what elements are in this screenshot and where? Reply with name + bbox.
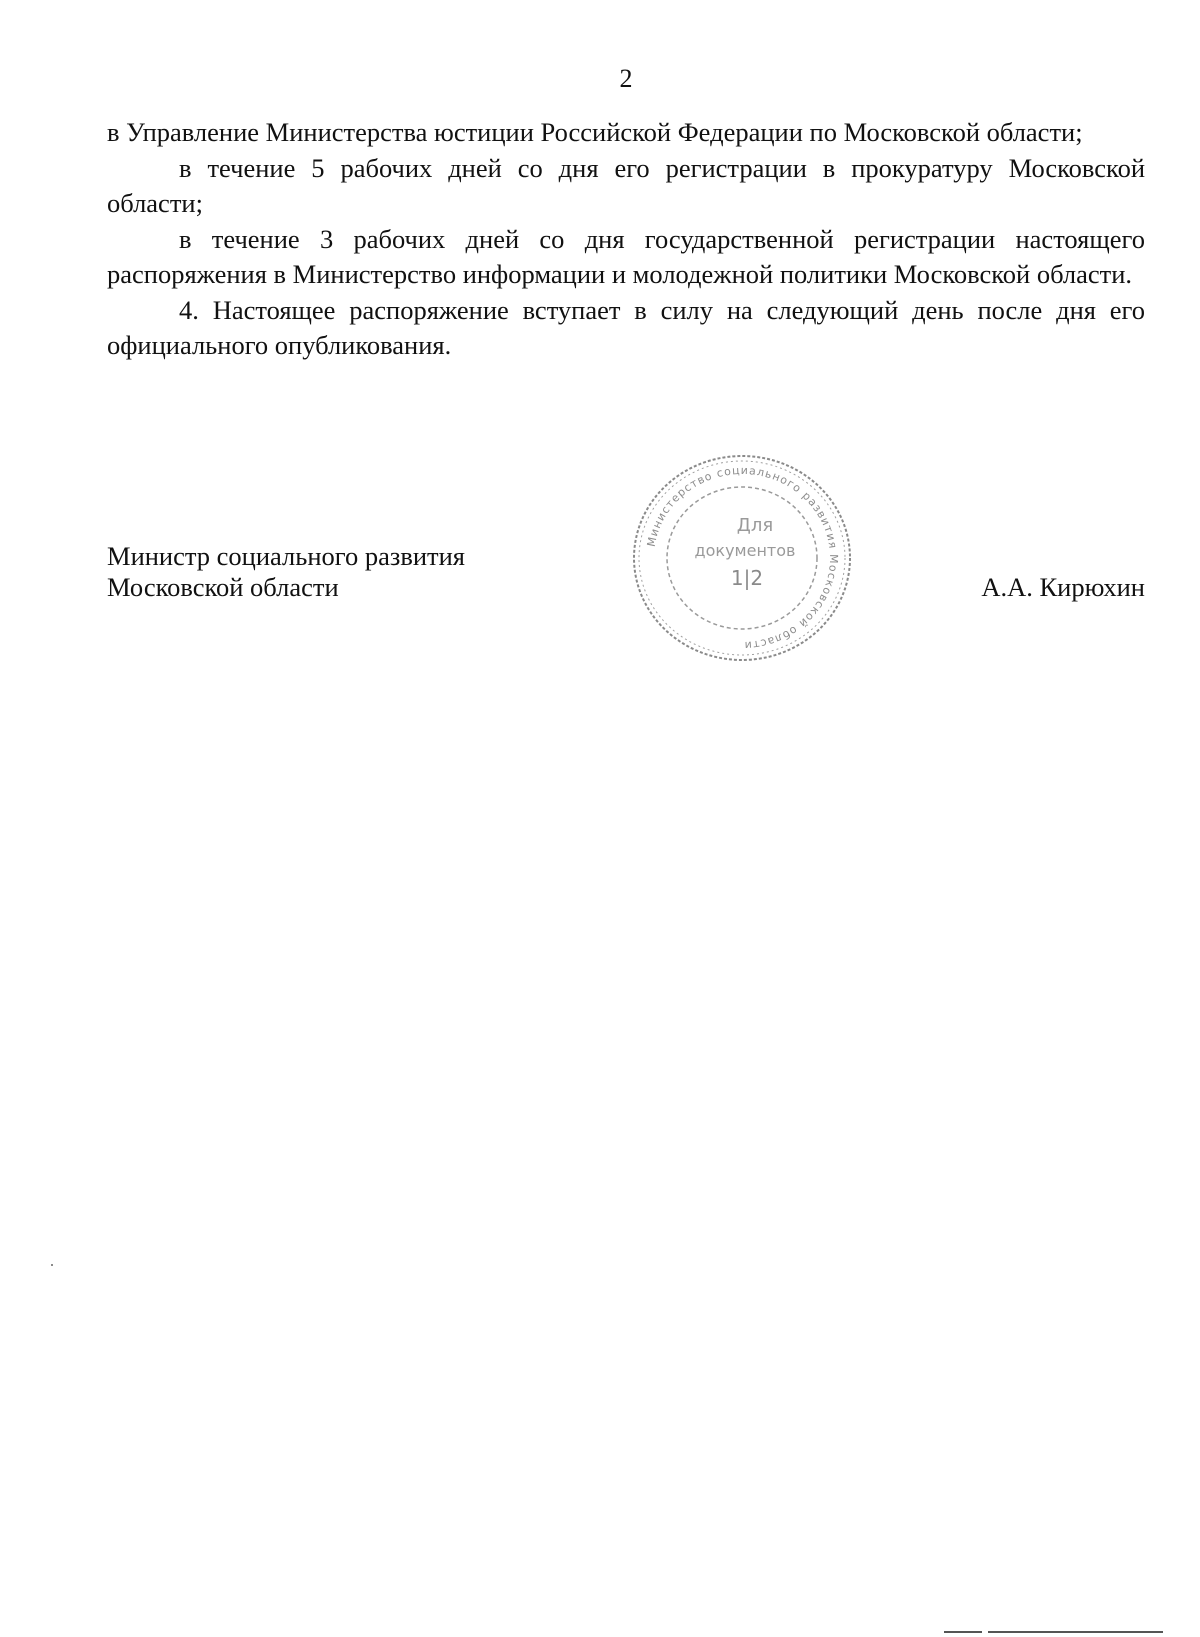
paragraph-ministry-of-justice: в Управление Министерства юстиции Российской Федерации по Московской области;	[107, 117, 1083, 147]
paragraph-effective-date: 4. Настоящее распоряжение вступает в силу на следующий день после дня его официального опубликования.	[107, 294, 1145, 360]
signer-position-line-2: Московской области	[107, 572, 339, 602]
stamp-center-number: 1|2	[730, 566, 764, 590]
signer-position	[107, 541, 465, 603]
official-seal-stamp	[627, 449, 857, 667]
scan-edge-line	[988, 1631, 1163, 1633]
paragraph-prosecutor: в течение 5 рабочих дней со дня его регистрации в прокуратуру Московской области;	[107, 152, 1145, 218]
paragraph-information-ministry: в течение 3 рабочих дней со дня государственной регистрации настоящего распоряжения в Министерство информации и молодежной политики Московской области.	[107, 223, 1145, 289]
signer-position-line-1: Министр социального развития	[107, 541, 465, 571]
stamp-ring-text: Министерство социального развития Московской области	[644, 463, 841, 653]
document-body	[107, 115, 1145, 364]
stamp-center-line-2: документов	[694, 541, 796, 560]
stamp-center-line-1: Для	[736, 515, 774, 536]
signer-name: А.А. Кирюхин	[981, 572, 1145, 602]
scan-edge-line	[944, 1631, 982, 1633]
page-number: 2	[619, 64, 633, 93]
scan-speck	[51, 1264, 53, 1266]
